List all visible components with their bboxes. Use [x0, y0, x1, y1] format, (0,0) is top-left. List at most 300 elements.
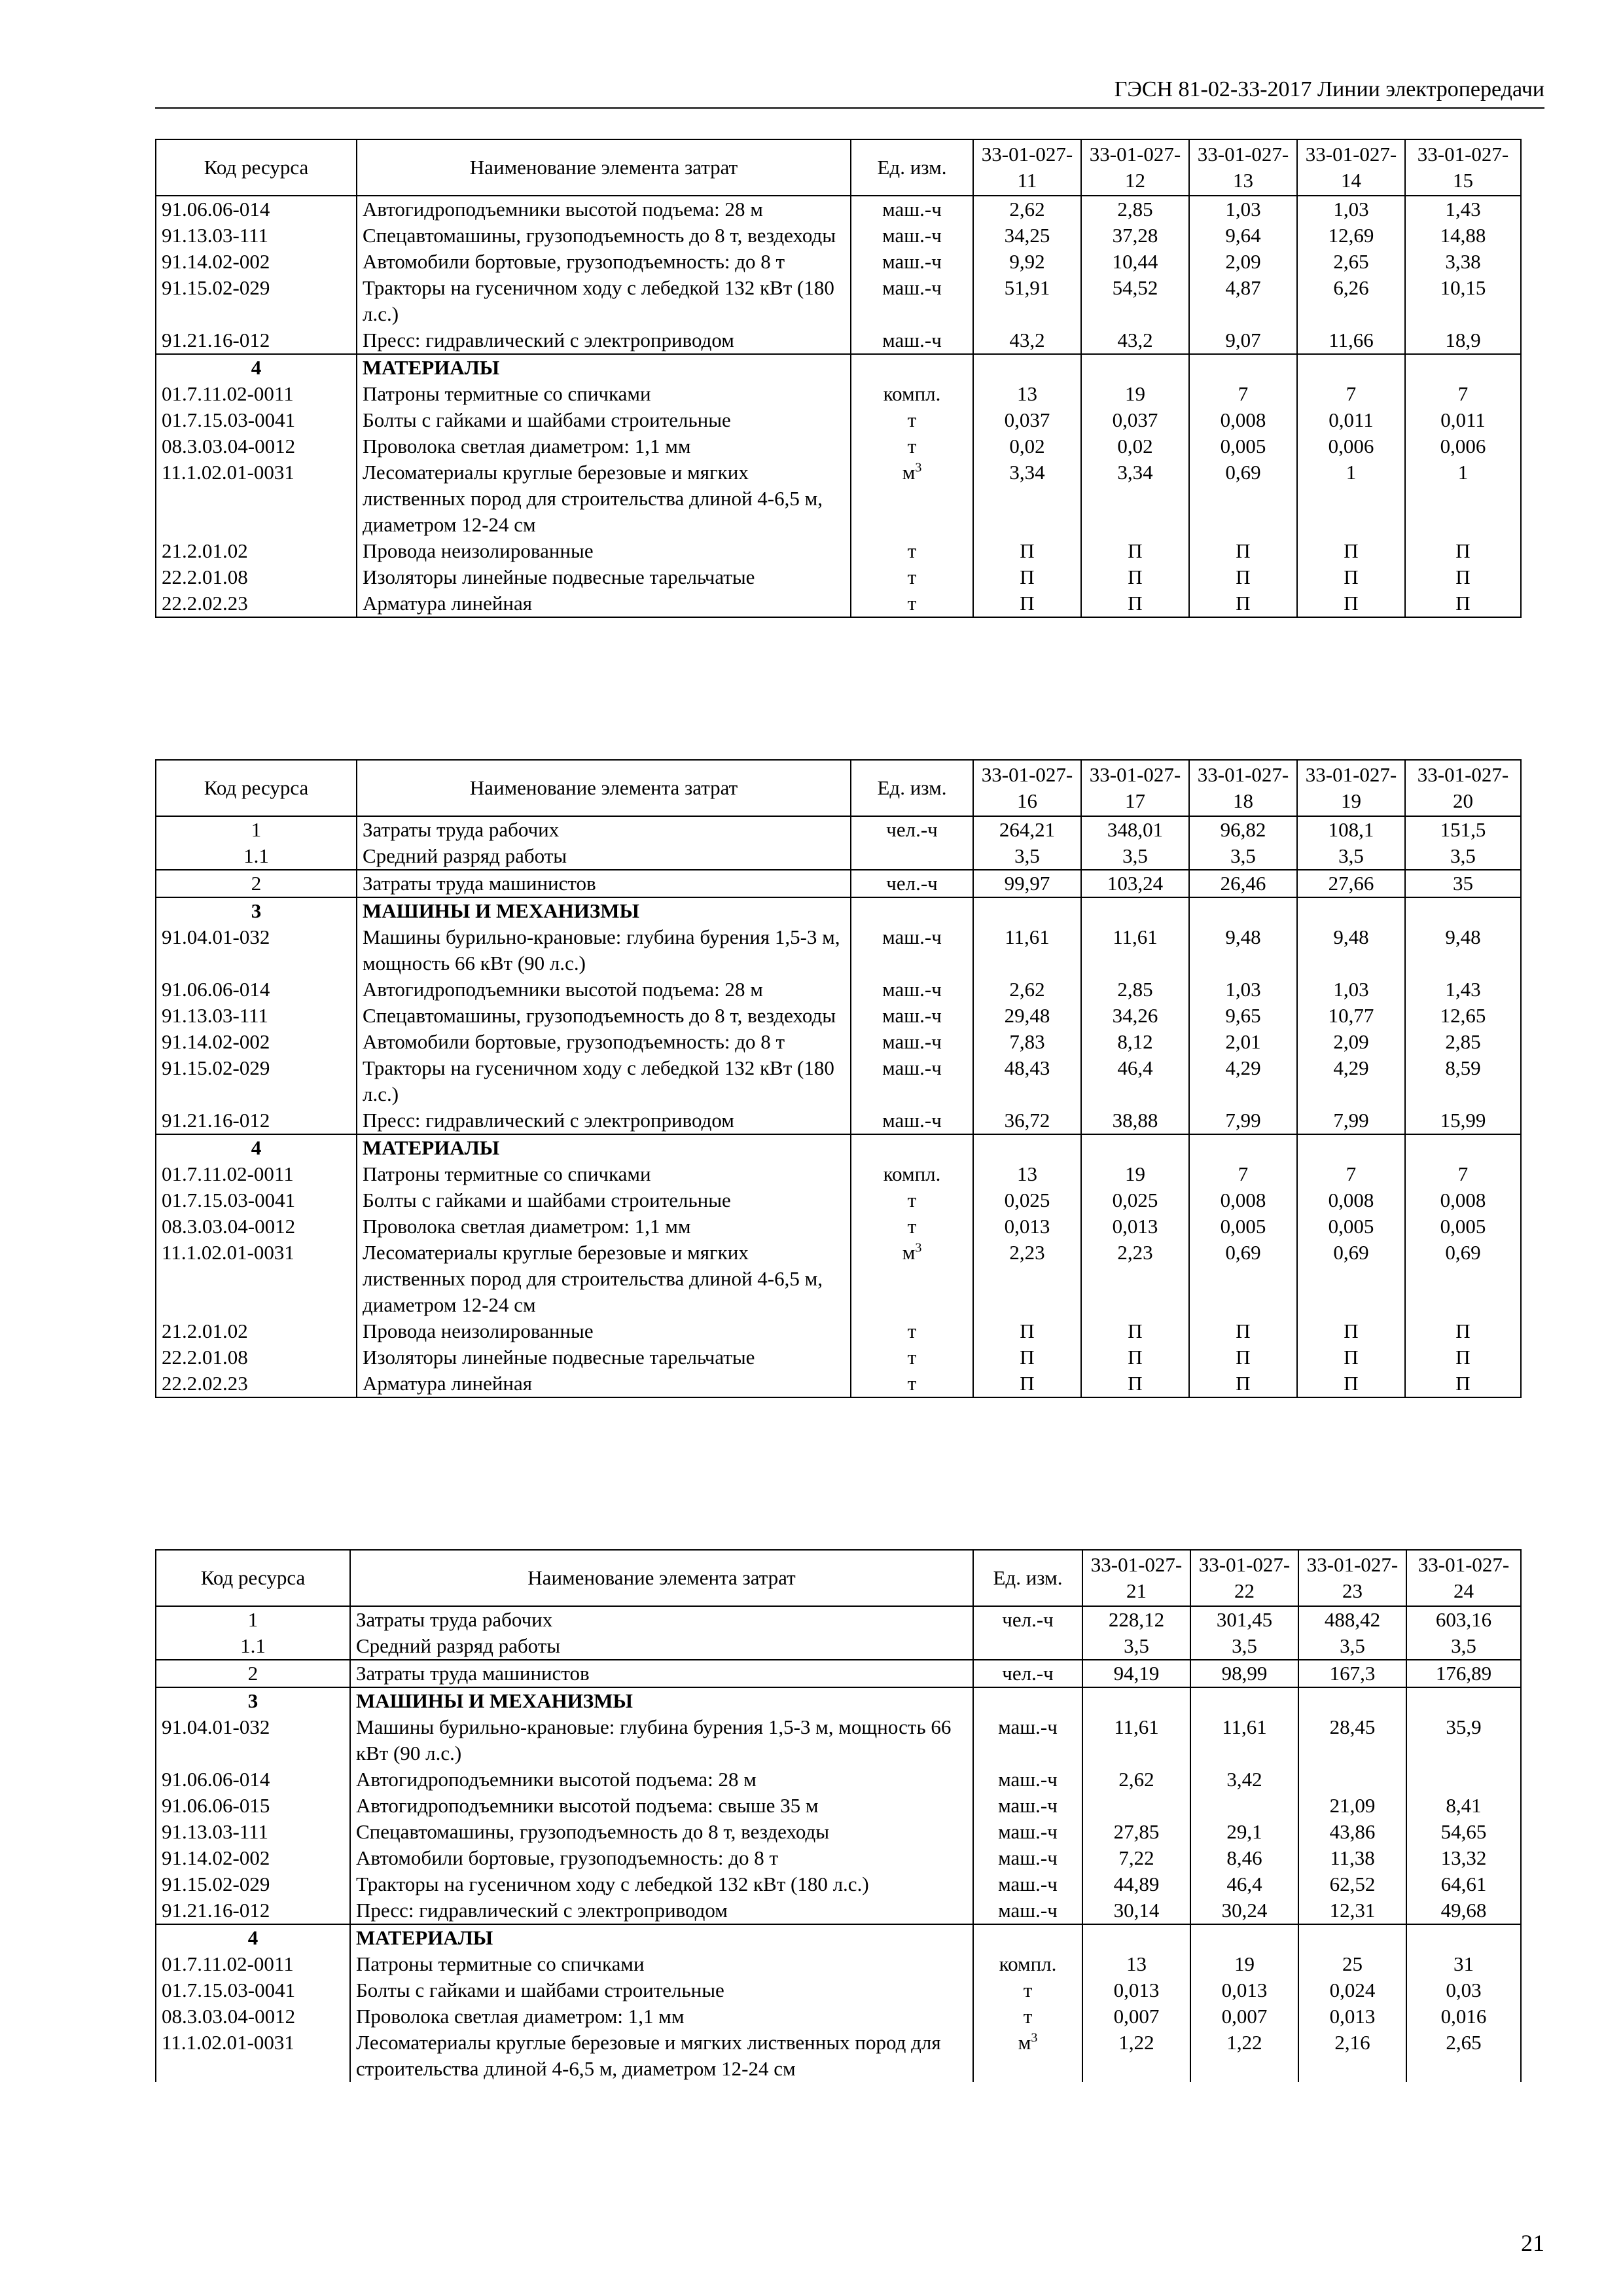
table-row — [156, 2003, 1521, 2030]
table-row — [156, 1240, 1521, 1318]
unit — [851, 354, 973, 381]
unit-cubic-meter: $м^3$ — [1018, 2030, 1038, 2054]
norm-value: П — [973, 564, 1081, 590]
table-row — [156, 1871, 1521, 1897]
unit: компл. — [851, 1161, 973, 1187]
unit: маш.-ч — [851, 1003, 973, 1029]
document-title: ГЭСН 81-02-33-2017 Линии электропередачи — [1114, 77, 1544, 101]
resource-name: Средний разряд работы — [357, 843, 851, 870]
norm-value — [1189, 897, 1297, 924]
resource-code: 01.7.11.02-0011 — [156, 381, 357, 407]
norm-value: 108,1 — [1297, 816, 1405, 843]
norm-value: 10,77 — [1297, 1003, 1405, 1029]
norm-value: 1,22 — [1082, 2030, 1190, 2082]
resource-code: 3 — [156, 1687, 350, 1714]
header-norm-code: 33-01-027-23 — [1298, 1550, 1406, 1606]
norm-value: 4,87 — [1189, 275, 1297, 327]
norm-value: 488,42 — [1298, 1606, 1406, 1633]
norm-value: 27,85 — [1082, 1819, 1190, 1845]
norm-value: 3,5 — [1082, 1633, 1190, 1660]
resource-code: 91.21.16-012 — [156, 1897, 350, 1924]
resource-table-2 — [155, 759, 1522, 1398]
unit — [851, 459, 973, 538]
norm-value — [1298, 1767, 1406, 1793]
table-row — [156, 816, 1521, 843]
norm-value: 1,43 — [1405, 196, 1521, 223]
section-title: МАШИНЫ И МЕХАНИЗМЫ — [357, 897, 851, 924]
norm-value: 29,48 — [973, 1003, 1081, 1029]
norm-value: 1 — [1405, 459, 1521, 538]
norm-value: 3,5 — [1298, 1633, 1406, 1660]
norm-value: 0,013 — [1298, 2003, 1406, 2030]
table-row — [156, 977, 1521, 1003]
norm-value: 21,09 — [1298, 1793, 1406, 1819]
norm-value: 94,19 — [1082, 1660, 1190, 1687]
norm-value: 1 — [1297, 459, 1405, 538]
unit: т — [851, 1187, 973, 1213]
norm-value: 0,011 — [1297, 407, 1405, 433]
norm-value — [973, 1134, 1081, 1161]
table-row — [156, 564, 1521, 590]
resource-code: 1 — [156, 816, 357, 843]
norm-value: 13 — [973, 1161, 1081, 1187]
unit: маш.-ч — [851, 1055, 973, 1107]
norm-value: 19 — [1081, 1161, 1189, 1187]
table-row — [156, 1924, 1521, 1951]
norm-value: П — [1405, 1344, 1521, 1371]
table-row — [156, 590, 1521, 617]
resource-name: Спецавтомашины, грузоподъемность до 8 т, вездеходы — [350, 1819, 973, 1845]
norm-value: 7 — [1405, 1161, 1521, 1187]
norm-value: 0,006 — [1405, 433, 1521, 459]
norm-value: П — [1405, 538, 1521, 564]
norm-value: 19 — [1190, 1951, 1298, 1977]
norm-value: 36,72 — [973, 1107, 1081, 1134]
norm-value: 103,24 — [1081, 870, 1189, 897]
header-norm-code: 33-01-027-19 — [1297, 760, 1405, 816]
unit — [851, 1240, 973, 1318]
norm-value: 9,48 — [1189, 924, 1297, 977]
norm-value: 28,45 — [1298, 1714, 1406, 1767]
table-row — [156, 381, 1521, 407]
resource-code: 01.7.11.02-0011 — [156, 1161, 357, 1187]
norm-value — [1082, 1924, 1190, 1951]
norm-value: 0,037 — [973, 407, 1081, 433]
norm-value: 151,5 — [1405, 816, 1521, 843]
resource-code: 08.3.03.04-0012 — [156, 433, 357, 459]
norm-value: П — [973, 1318, 1081, 1344]
table-row — [156, 1107, 1521, 1134]
resource-code: 22.2.02.23 — [156, 590, 357, 617]
resource-name: Затраты труда рабочих — [357, 816, 851, 843]
norm-value — [1297, 1134, 1405, 1161]
norm-value — [1082, 1687, 1190, 1714]
norm-value: П — [1081, 564, 1189, 590]
resource-code: 4 — [156, 1924, 350, 1951]
resource-name: Лесоматериалы круглые березовые и мягких лиственных пород для строительства длиной 4-6,5 м, диаметром 12-24 см — [357, 1240, 851, 1318]
resource-code: 91.14.02-002 — [156, 1845, 350, 1871]
norm-value — [973, 897, 1081, 924]
header-name: Наименование элемента затрат — [350, 1550, 973, 1606]
norm-value: 0,037 — [1081, 407, 1189, 433]
norm-value: 7 — [1405, 381, 1521, 407]
norm-value: 18,9 — [1405, 327, 1521, 354]
resource-code: 22.2.01.08 — [156, 1344, 357, 1371]
table-row — [156, 327, 1521, 354]
norm-value: 0,006 — [1297, 433, 1405, 459]
resource-name: Патроны термитные со спичками — [357, 1161, 851, 1187]
resource-code: 91.06.06-015 — [156, 1793, 350, 1819]
norm-value: 1,03 — [1297, 196, 1405, 223]
norm-value: 31 — [1406, 1951, 1521, 1977]
table-row — [156, 1318, 1521, 1344]
norm-value: 9,65 — [1189, 1003, 1297, 1029]
resource-code: 1.1 — [156, 843, 357, 870]
norm-value — [1082, 1793, 1190, 1819]
norm-value: П — [1189, 1344, 1297, 1371]
norm-value: 2,16 — [1298, 2030, 1406, 2082]
norm-value: 44,89 — [1082, 1871, 1190, 1897]
table-row — [156, 1134, 1521, 1161]
header-norm-code: 33-01-027-22 — [1190, 1550, 1298, 1606]
table-row — [156, 1897, 1521, 1924]
norm-value: 29,1 — [1190, 1819, 1298, 1845]
resource-name: Пресс: гидравлический с электроприводом — [357, 1107, 851, 1134]
unit: чел.-ч — [851, 816, 973, 843]
section-title: МАТЕРИАЛЫ — [350, 1924, 973, 1951]
resource-code: 1.1 — [156, 1633, 350, 1660]
table-row — [156, 897, 1521, 924]
table-row — [156, 1344, 1521, 1371]
resource-name: Средний разряд работы — [350, 1633, 973, 1660]
unit-cubic-meter: $м^3$ — [902, 1240, 922, 1264]
norm-value: 43,2 — [973, 327, 1081, 354]
page-number: 21 — [1521, 2230, 1544, 2256]
norm-value: 9,07 — [1189, 327, 1297, 354]
unit: маш.-ч — [851, 196, 973, 223]
unit — [851, 1134, 973, 1161]
table-header-row — [156, 1550, 1521, 1606]
norm-value: 3,5 — [1081, 843, 1189, 870]
resource-name: Проволока светлая диаметром: 1,1 мм — [357, 433, 851, 459]
resource-name: Автогидроподъемники высотой подъема: свыше 35 м — [350, 1793, 973, 1819]
unit: т — [851, 1371, 973, 1397]
table-row — [156, 407, 1521, 433]
resource-name: Автогидроподъемники высотой подъема: 28 м — [357, 977, 851, 1003]
norm-value: 48,43 — [973, 1055, 1081, 1107]
norm-value: 38,88 — [1081, 1107, 1189, 1134]
norm-value: 9,48 — [1297, 924, 1405, 977]
resource-name: Машины бурильно-крановые: глубина бурения 1,5-3 м, мощность 66 кВт (90 л.с.) — [350, 1714, 973, 1767]
resource-code: 11.1.02.01-0031 — [156, 2030, 350, 2082]
unit: маш.-ч — [973, 1897, 1082, 1924]
norm-value: 2,65 — [1297, 249, 1405, 275]
resource-code: 91.06.06-014 — [156, 196, 357, 223]
norm-value: 14,88 — [1405, 223, 1521, 249]
norm-value: 0,02 — [1081, 433, 1189, 459]
norm-value: 6,26 — [1297, 275, 1405, 327]
unit: маш.-ч — [973, 1871, 1082, 1897]
norm-value: П — [1081, 590, 1189, 617]
resource-code: 91.15.02-029 — [156, 1871, 350, 1897]
resource-code: 91.06.06-014 — [156, 977, 357, 1003]
norm-value: 0,005 — [1297, 1213, 1405, 1240]
table-row — [156, 924, 1521, 977]
resource-code: 01.7.15.03-0041 — [156, 1977, 350, 2003]
norm-value: П — [1297, 1344, 1405, 1371]
norm-value: П — [1297, 590, 1405, 617]
table-row — [156, 1687, 1521, 1714]
resource-code: 91.13.03-111 — [156, 1819, 350, 1845]
norm-value — [1298, 1687, 1406, 1714]
norm-value: 2,85 — [1405, 1029, 1521, 1055]
resource-name: Патроны термитные со спичками — [350, 1951, 973, 1977]
norm-value: 2,85 — [1081, 196, 1189, 223]
table-row — [156, 459, 1521, 538]
norm-value — [1297, 354, 1405, 381]
resource-name: Болты с гайками и шайбами строительные — [357, 407, 851, 433]
norm-value: 0,025 — [973, 1187, 1081, 1213]
header-code: Код ресурса — [156, 760, 357, 816]
unit: маш.-ч — [851, 1107, 973, 1134]
resource-code: 2 — [156, 870, 357, 897]
norm-value: П — [1405, 1318, 1521, 1344]
norm-value: 4,29 — [1297, 1055, 1405, 1107]
norm-value: 176,89 — [1406, 1660, 1521, 1687]
norm-value: 0,008 — [1189, 407, 1297, 433]
norm-value: 167,3 — [1298, 1660, 1406, 1687]
resource-code: 91.15.02-029 — [156, 275, 357, 327]
table-row — [156, 1951, 1521, 1977]
norm-value: 3,5 — [1189, 843, 1297, 870]
norm-value: 11,61 — [973, 924, 1081, 977]
resource-table-3 — [155, 1549, 1522, 2082]
norm-value: 2,62 — [973, 196, 1081, 223]
norm-value: П — [1405, 564, 1521, 590]
norm-value: 13 — [1082, 1951, 1190, 1977]
norm-value: 0,69 — [1189, 459, 1297, 538]
table-row — [156, 1977, 1521, 2003]
norm-value: 8,59 — [1405, 1055, 1521, 1107]
norm-value: 0,007 — [1190, 2003, 1298, 2030]
norm-value: 27,66 — [1297, 870, 1405, 897]
header-norm-code: 33-01-027-12 — [1081, 139, 1189, 196]
norm-value — [1405, 897, 1521, 924]
unit: т — [851, 1318, 973, 1344]
norm-value: 0,024 — [1298, 1977, 1406, 2003]
table-row — [156, 1819, 1521, 1845]
norm-value: 46,4 — [1081, 1055, 1189, 1107]
resource-name: Арматура линейная — [357, 590, 851, 617]
table-row — [156, 1371, 1521, 1397]
norm-value: 1,22 — [1190, 2030, 1298, 2082]
norm-value: 2,65 — [1406, 2030, 1521, 2082]
norm-value: 0,03 — [1406, 1977, 1521, 2003]
norm-value: 8,46 — [1190, 1845, 1298, 1871]
resource-name: Спецавтомашины, грузоподъемность до 8 т, вездеходы — [357, 1003, 851, 1029]
resource-code: 91.21.16-012 — [156, 327, 357, 354]
resource-code: 08.3.03.04-0012 — [156, 2003, 350, 2030]
resource-name: Затраты труда машинистов — [357, 870, 851, 897]
unit: чел.-ч — [851, 870, 973, 897]
unit: т — [851, 1213, 973, 1240]
norm-value: П — [973, 538, 1081, 564]
resource-name: Изоляторы линейные подвесные тарельчатые — [357, 1344, 851, 1371]
unit: т — [851, 433, 973, 459]
norm-value: 9,48 — [1405, 924, 1521, 977]
norm-value: 8,12 — [1081, 1029, 1189, 1055]
norm-value: 0,016 — [1406, 2003, 1521, 2030]
table-row — [156, 1714, 1521, 1767]
norm-value — [1081, 354, 1189, 381]
unit: маш.-ч — [973, 1845, 1082, 1871]
unit: маш.-ч — [851, 327, 973, 354]
norm-value: 0,011 — [1405, 407, 1521, 433]
unit — [851, 897, 973, 924]
norm-value: 0,013 — [1081, 1213, 1189, 1240]
unit: чел.-ч — [973, 1606, 1082, 1633]
norm-value: 7,83 — [973, 1029, 1081, 1055]
table-row — [156, 1161, 1521, 1187]
norm-value: П — [1297, 564, 1405, 590]
resource-name: Затраты труда рабочих — [350, 1606, 973, 1633]
norm-value: 3,5 — [1405, 843, 1521, 870]
resource-code: 01.7.11.02-0011 — [156, 1951, 350, 1977]
norm-value: П — [1189, 538, 1297, 564]
norm-value: 0,008 — [1189, 1187, 1297, 1213]
header-norm-code: 33-01-027-21 — [1082, 1550, 1190, 1606]
resource-code: 91.13.03-111 — [156, 1003, 357, 1029]
resource-name: Болты с гайками и шайбами строительные — [357, 1187, 851, 1213]
header-norm-code: 33-01-027-16 — [973, 760, 1081, 816]
norm-value: 2,62 — [973, 977, 1081, 1003]
section-title: МАШИНЫ И МЕХАНИЗМЫ — [350, 1687, 973, 1714]
header-unit: Ед. изм. — [851, 760, 973, 816]
norm-value: 348,01 — [1081, 816, 1189, 843]
resource-code: 91.06.06-014 — [156, 1767, 350, 1793]
norm-value — [1406, 1687, 1521, 1714]
norm-value: 3,34 — [1081, 459, 1189, 538]
norm-value: 26,46 — [1189, 870, 1297, 897]
header-unit: Ед. изм. — [851, 139, 973, 196]
norm-value: 9,92 — [973, 249, 1081, 275]
norm-value — [1190, 1793, 1298, 1819]
norm-value: 13 — [973, 381, 1081, 407]
norm-value: 0,69 — [1189, 1240, 1297, 1318]
norm-value: 12,69 — [1297, 223, 1405, 249]
norm-value: 0,025 — [1081, 1187, 1189, 1213]
unit: т — [973, 1977, 1082, 2003]
norm-value: 10,15 — [1405, 275, 1521, 327]
norm-value: 35 — [1405, 870, 1521, 897]
resource-name: Тракторы на гусеничном ходу с лебедкой 132 кВт (180 л.с.) — [357, 275, 851, 327]
norm-value: П — [973, 590, 1081, 617]
unit: т — [851, 564, 973, 590]
norm-value: 2,01 — [1189, 1029, 1297, 1055]
unit: маш.-ч — [973, 1714, 1082, 1767]
norm-value: 0,005 — [1189, 1213, 1297, 1240]
norm-value: 0,013 — [973, 1213, 1081, 1240]
norm-value: 64,61 — [1406, 1871, 1521, 1897]
header-norm-code: 33-01-027-11 — [973, 139, 1081, 196]
resource-code: 22.2.01.08 — [156, 564, 357, 590]
norm-value: 19 — [1081, 381, 1189, 407]
resource-name: Патроны термитные со спичками — [357, 381, 851, 407]
norm-value — [1405, 354, 1521, 381]
resource-code: 4 — [156, 1134, 357, 1161]
unit: маш.-ч — [851, 924, 973, 977]
unit: маш.-ч — [851, 249, 973, 275]
table-row — [156, 2030, 1521, 2082]
resource-code: 91.04.01-032 — [156, 1714, 350, 1767]
norm-value: 54,65 — [1406, 1819, 1521, 1845]
header-code: Код ресурса — [156, 139, 357, 196]
norm-value — [1081, 1134, 1189, 1161]
resource-name: Лесоматериалы круглые березовые и мягких лиственных пород для строительства длиной 4-6,5 м, диаметром 12-24 см — [350, 2030, 973, 2082]
norm-value: 11,61 — [1190, 1714, 1298, 1767]
norm-value: П — [1405, 590, 1521, 617]
unit: маш.-ч — [973, 1819, 1082, 1845]
norm-value: 2,09 — [1297, 1029, 1405, 1055]
table-row — [156, 1633, 1521, 1660]
table-row — [156, 1003, 1521, 1029]
norm-value: 0,69 — [1405, 1240, 1521, 1318]
norm-value: П — [1297, 1371, 1405, 1397]
header-norm-code: 33-01-027-18 — [1189, 760, 1297, 816]
norm-value: П — [1405, 1371, 1521, 1397]
header-name: Наименование элемента затрат — [357, 760, 851, 816]
norm-value: 1,03 — [1189, 196, 1297, 223]
norm-value — [1190, 1687, 1298, 1714]
unit: маш.-ч — [973, 1793, 1082, 1819]
resource-name: Автомобили бортовые, грузоподъемность: до 8 т — [357, 249, 851, 275]
unit: т — [973, 2003, 1082, 2030]
resource-code: 91.04.01-032 — [156, 924, 357, 977]
unit: компл. — [973, 1951, 1082, 1977]
unit: т — [851, 407, 973, 433]
norm-value: П — [1189, 1371, 1297, 1397]
norm-value: 43,86 — [1298, 1819, 1406, 1845]
unit: компл. — [851, 381, 973, 407]
norm-value: 30,14 — [1082, 1897, 1190, 1924]
resource-code: 2 — [156, 1660, 350, 1687]
resource-code: 91.21.16-012 — [156, 1107, 357, 1134]
norm-value: 2,85 — [1081, 977, 1189, 1003]
unit — [973, 1633, 1082, 1660]
norm-value: 2,23 — [973, 1240, 1081, 1318]
resource-code: 22.2.02.23 — [156, 1371, 357, 1397]
norm-value: 35,9 — [1406, 1714, 1521, 1767]
norm-value: 7 — [1189, 1161, 1297, 1187]
header-norm-code: 33-01-027-14 — [1297, 139, 1405, 196]
unit: т — [851, 538, 973, 564]
header-norm-code: 33-01-027-24 — [1406, 1550, 1521, 1606]
norm-value: 0,008 — [1297, 1187, 1405, 1213]
resource-code: 01.7.15.03-0041 — [156, 1187, 357, 1213]
header-norm-code: 33-01-027-17 — [1081, 760, 1189, 816]
unit: маш.-ч — [973, 1767, 1082, 1793]
norm-value: 15,99 — [1405, 1107, 1521, 1134]
norm-value: 12,31 — [1298, 1897, 1406, 1924]
resource-code: 91.15.02-029 — [156, 1055, 357, 1107]
norm-value: 11,61 — [1082, 1714, 1190, 1767]
norm-value: 0,005 — [1189, 433, 1297, 459]
norm-value: 25 — [1298, 1951, 1406, 1977]
unit: т — [851, 590, 973, 617]
table-header-row — [156, 139, 1521, 196]
norm-value — [1405, 1134, 1521, 1161]
resource-name: Пресс: гидравлический с электроприводом — [350, 1897, 973, 1924]
